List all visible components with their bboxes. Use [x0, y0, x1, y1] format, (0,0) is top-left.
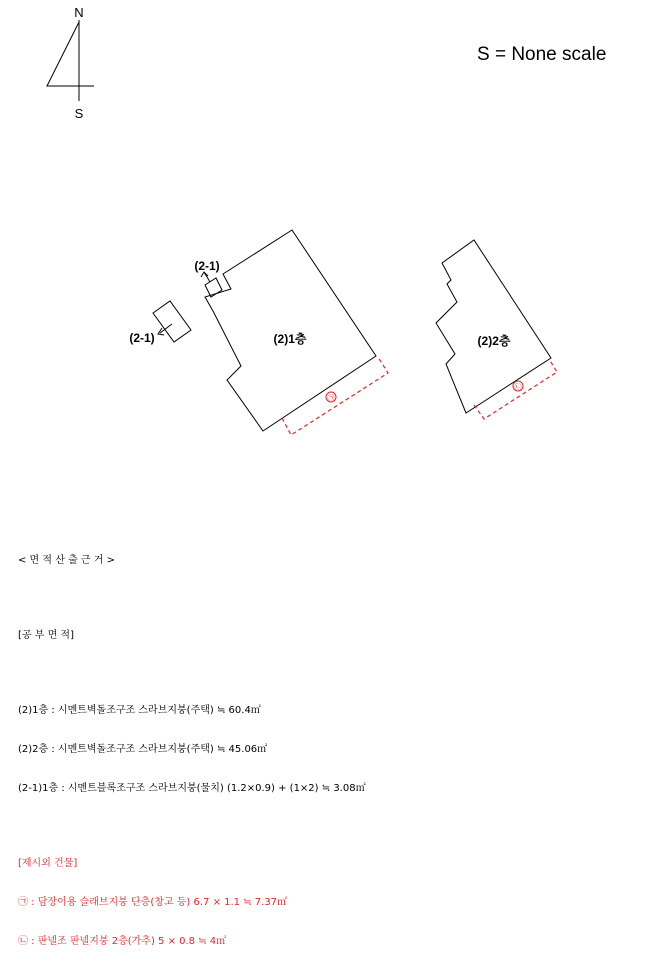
scale-note: S = None scale [477, 44, 607, 65]
notes-excluded-b: ㉡ : 판넬조 판넬지붕 2층(가추) 5 × 0.8 ≒ 4㎡ [18, 936, 227, 947]
annex-2-1-left-label: (2-1) [129, 331, 155, 345]
area-calculation-notes [18, 528, 366, 961]
compass-north-label: N [74, 5, 84, 20]
compass-south-label: S [74, 106, 84, 121]
notes-line-annex: (2-1)1층 : 시멘트블록조구조 스라브지붕(물치) (1.2×0.9) + (1×2) ≒ 3.08㎡ [18, 783, 366, 794]
notes-line-floor2: (2)2층 : 시멘트벽돌조구조 스라브지붕(주택) ≒ 45.06㎡ [18, 744, 268, 755]
notes-heading: < 면 적 산 출 근 거 > [18, 555, 115, 566]
building-2-floor1-outline [205, 230, 376, 431]
annex-2-1-left-outline [153, 301, 191, 342]
notes-excluded-a: ㉠ : 담장이용 슬래브지붕 단층(창고 등) 6.7 × 1.1 ≒ 7.37㎡ [18, 897, 288, 908]
marker-b-text: ㉡ [514, 384, 522, 391]
marker-a-text: ㉠ [327, 395, 335, 402]
building-2-floor2-outline [436, 240, 551, 413]
notes-section-excluded: [제시외 건물] [18, 858, 78, 869]
building-2-floor2-label: (2)2층 [477, 334, 511, 348]
notes-line-floor1: (2)1층 : 시멘트벽돌조구조 스라브지붕(주택) ≒ 60.4㎡ [18, 705, 261, 716]
north-arrow-icon [47, 20, 94, 101]
notes-section-public-area: [공 부 면 적] [18, 630, 74, 641]
annex-2-1-top-label: (2-1) [194, 259, 220, 273]
building-2-floor1-label: (2)1층 [273, 332, 307, 346]
